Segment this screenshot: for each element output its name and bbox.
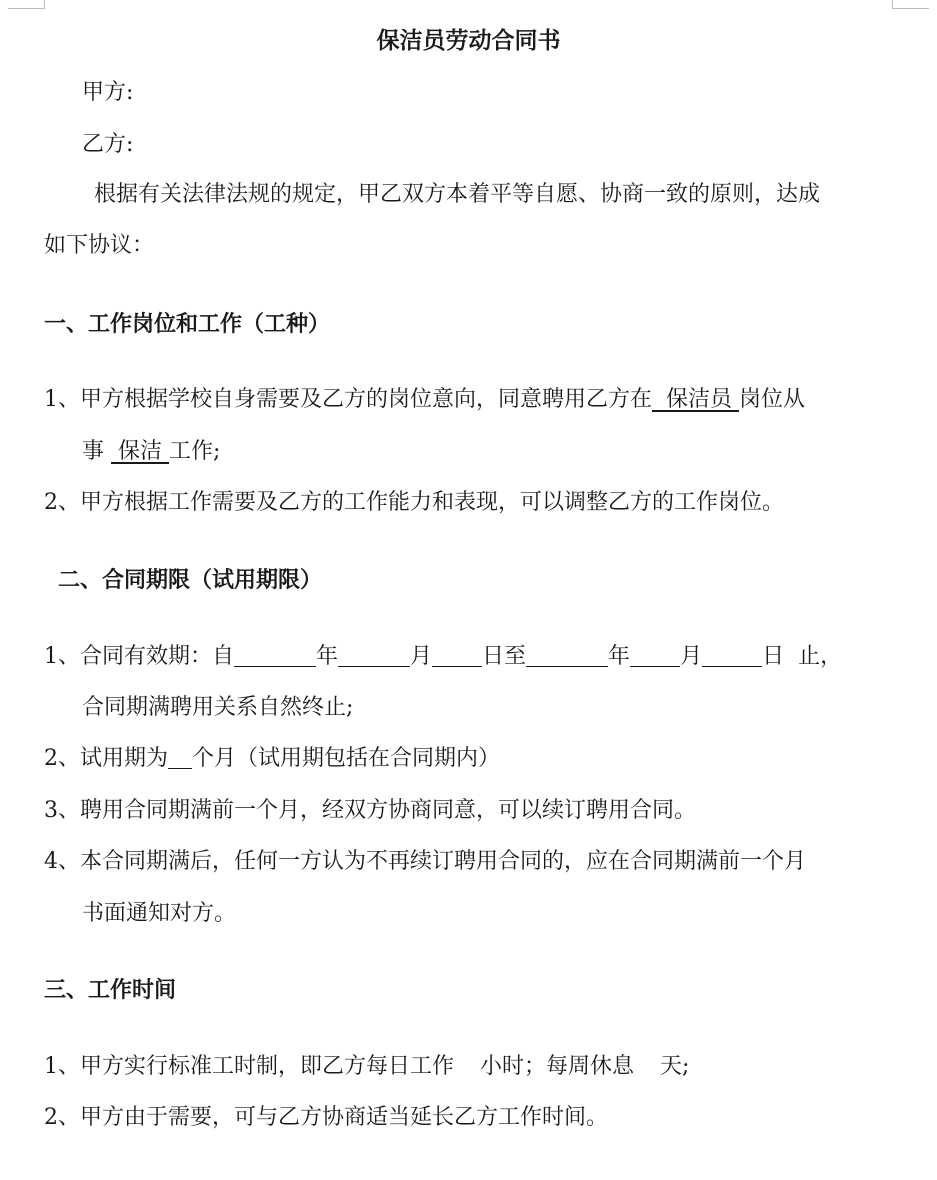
end-day-blank [702, 644, 762, 667]
s2-item1-text-a: 1、合同有效期：自 [44, 644, 234, 669]
s2-month-label: 月 [410, 644, 433, 669]
s1-item2: 2、甲方根据工作需要及乙方的工作能力和表现，可以调整乙方的工作岗位。 [44, 490, 784, 515]
s2-item2-text-b: 个月（试用期包括在合同期内） [192, 746, 501, 771]
s1-work-field: 保洁 [111, 439, 169, 464]
s1-item1-line1 [44, 385, 805, 415]
s3-item1-text-b: 小时；每周休息 [480, 1054, 635, 1079]
s1-item1-text-d: 工作; [169, 439, 221, 464]
start-year-blank [234, 644, 316, 667]
probation-months-blank [168, 746, 192, 769]
s3-item1 [44, 1052, 689, 1082]
section-2-heading: 二、合同期限（试用期限） [58, 567, 323, 593]
start-month-blank [338, 644, 410, 667]
s2-item2-text-a: 2、试用期为 [44, 746, 168, 771]
s1-item1-text-c: 事 [82, 439, 111, 464]
section-3-heading: 三、工作时间 [44, 977, 177, 1003]
s2-year2-label: 年 [608, 644, 631, 669]
section-1-heading: 一、工作岗位和工作（工种） [44, 311, 331, 337]
party-a-label: 甲方: [82, 80, 134, 105]
document-title: 保洁员劳动合同书 [376, 27, 561, 54]
s1-item1-line2 [82, 437, 220, 467]
s2-end-label: 日 止， [762, 644, 843, 669]
start-day-blank [432, 644, 482, 667]
crop-mark-left [8, 0, 45, 9]
s2-item4-line1: 4、本合同期满后，任何一方认为不再续订聘用合同的，应在合同期满前一个月 [44, 849, 806, 874]
end-year-blank [526, 644, 608, 667]
s2-item1-line2: 合同期满聘用关系自然终止; [82, 695, 354, 720]
end-month-blank [630, 644, 680, 667]
s1-position-field: 保洁员 [652, 387, 739, 412]
s2-item1-line1 [44, 642, 842, 672]
s2-year-label: 年 [316, 644, 339, 669]
s3-item1-text-c: 天; [660, 1054, 690, 1079]
s2-item2 [44, 744, 500, 774]
intro-paragraph-line1: 根据有关法律法规的规定，甲乙双方本着平等自愿、协商一致的原则，达成 [94, 182, 821, 207]
s3-item2: 2、甲方由于需要，可与乙方协商适当延长乙方工作时间。 [44, 1105, 608, 1130]
s2-month2-label: 月 [680, 644, 703, 669]
s1-item1-text-a: 1、甲方根据学校自身需要及乙方的岗位意向，同意聘用乙方在 [44, 387, 652, 412]
party-b-label: 乙方: [82, 132, 134, 157]
s1-item1-text-b: 岗位从 [738, 387, 805, 412]
s2-item4-line2: 书面通知对方。 [82, 901, 237, 926]
intro-paragraph-line2: 如下协议： [44, 233, 155, 258]
s2-item3: 3、聘用合同期满前一个月，经双方协商同意，可以续订聘用合同。 [44, 798, 696, 823]
s2-day-to-label: 日至 [482, 644, 527, 669]
s3-item1-text-a: 1、甲方实行标准工时制，即乙方每日工作 [44, 1054, 454, 1079]
crop-mark-right [892, 0, 929, 9]
